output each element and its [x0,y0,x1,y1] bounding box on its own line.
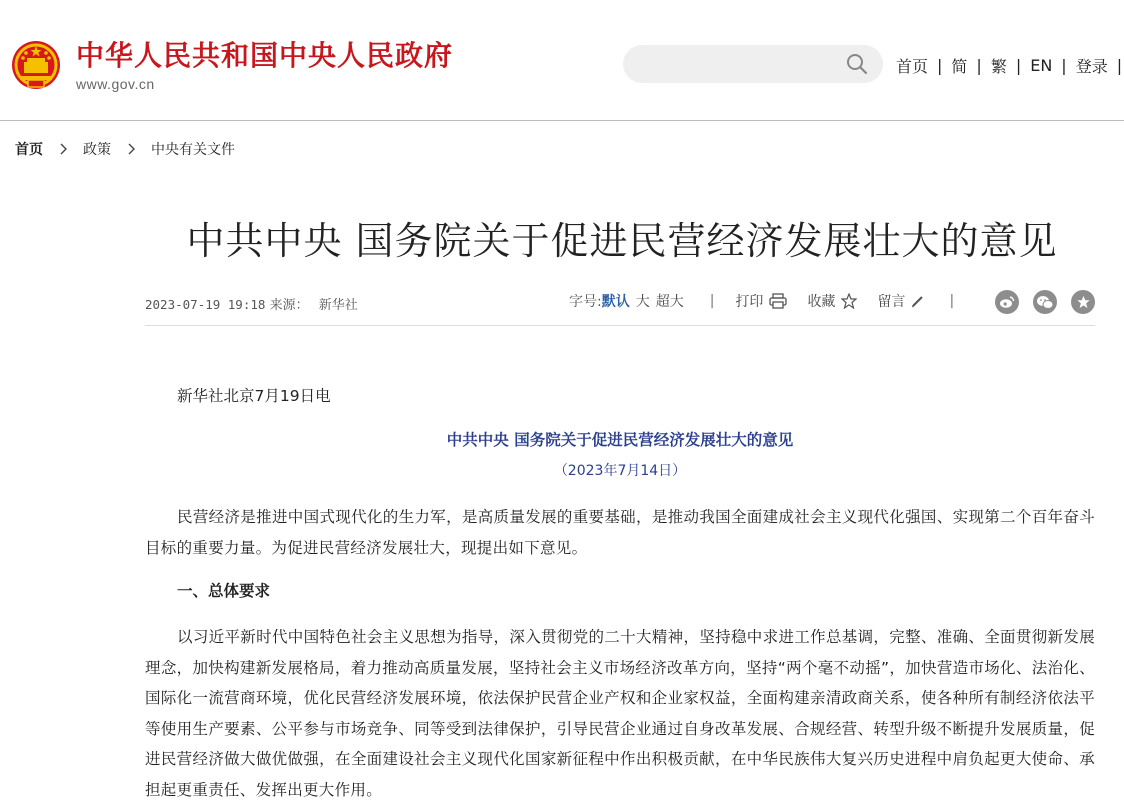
nav-separator: | [1061,56,1067,75]
favorite-label: 收藏 [807,294,836,310]
nav-english[interactable]: EN [1030,56,1053,75]
source-name: 新华社 [318,298,358,313]
article-title: 中共中央 国务院关于促进民营经济发展壮大的意见 [186,219,1058,263]
printer-icon [769,293,787,309]
search-input[interactable] [623,45,883,83]
print-label: 打印 [735,294,764,310]
nav-separator: | [1015,56,1022,75]
publish-date: 2023-07-19 19:18 [145,297,266,312]
font-size-label: 字号: [569,294,602,310]
nav-separator: | [976,56,982,75]
section-heading: 一、总体要求 [177,582,271,600]
favorite-button[interactable] [807,291,857,311]
qzone-icon[interactable] [1071,290,1095,314]
print-button[interactable] [735,291,787,311]
search-icon[interactable] [846,53,868,75]
tools-separator: | [709,293,715,309]
nav-traditional[interactable]: 繁 [990,57,1007,76]
article-meta [145,294,358,313]
nav-home[interactable]: 首页 [896,57,929,76]
wechat-icon[interactable] [1033,290,1057,314]
site-url[interactable]: www.gov.cn [76,76,155,92]
document-date: （2023年7月14日） [553,463,687,479]
chevron-right-icon [59,142,69,156]
site-header [0,0,1124,120]
pencil-icon [911,294,925,308]
document-heading: 中共中央 国务院关于促进民营经济发展壮大的意见 [446,431,794,449]
nav-separator: | [937,56,943,75]
font-size-large[interactable]: 大 [635,294,650,310]
tools-separator: | [949,293,955,309]
comment-label: 留言 [877,294,906,310]
chevron-right-icon [127,142,137,156]
nav-simplified[interactable]: 简 [951,57,968,76]
star-icon [841,293,857,309]
font-size-default[interactable]: 默认 [601,294,630,310]
site-title[interactable]: 中华人民共和国中央人民政府 [76,39,454,72]
nav-separator: | [1116,56,1123,75]
breadcrumb-policy[interactable]: 政策 [83,142,111,158]
source-label: 来源： [269,298,309,313]
weibo-icon[interactable] [995,290,1019,314]
meta-divider [145,325,1095,326]
top-nav [896,54,1124,77]
breadcrumb [15,139,235,159]
paragraph-intro: 民营经济是推进中国式现代化的生力军，是高质量发展的重要基础，是推动我国全面建成社会主义现代化强国、实现第二个百年奋斗目标的重要力量。为促进民营经济发展壮大，现提出如下意见。 [145,508,1095,557]
comment-button[interactable] [877,291,925,311]
font-size-extra-large[interactable]: 超大 [655,294,684,310]
dateline: 新华社北京7月19日电 [177,387,331,405]
article-tools [569,291,975,311]
national-emblem-icon[interactable] [10,38,62,92]
breadcrumb-home[interactable]: 首页 [15,142,43,158]
breadcrumb-central-documents[interactable]: 中央有关文件 [151,142,235,158]
nav-login[interactable]: 登录 [1075,57,1108,76]
header-divider [0,120,1124,121]
paragraph-overview: 以习近平新时代中国特色社会主义思想为指导，深入贯彻党的二十大精神，坚持稳中求进工作总基调，完整、准确、全面贯彻新发展理念，加快构建新发展格局，着力推动高质量发展，坚持社会主义市场经济改革方向，坚持“两个毫不动摇”，加快营造市场化、法治化、国际化一流营商环境，优化民营经济发展环境，依法保护民营企业产权和企业家权益，全面构建亲清政商关系，使各种所有制经济依法平等使用生产要素、公平参与市场竞争、同等受到法律保护，引导民营企业通过自身改革发展、合规经营、转型升级不断提升发展质量，促进民营经济做大做优做强，在全面建设社会主义现代化国家新征程中作出积极贡献，在中华民族伟大复兴历史进程中肩负起更大使命、承担起更重责任、发挥出更大作用。 [145,628,1095,799]
